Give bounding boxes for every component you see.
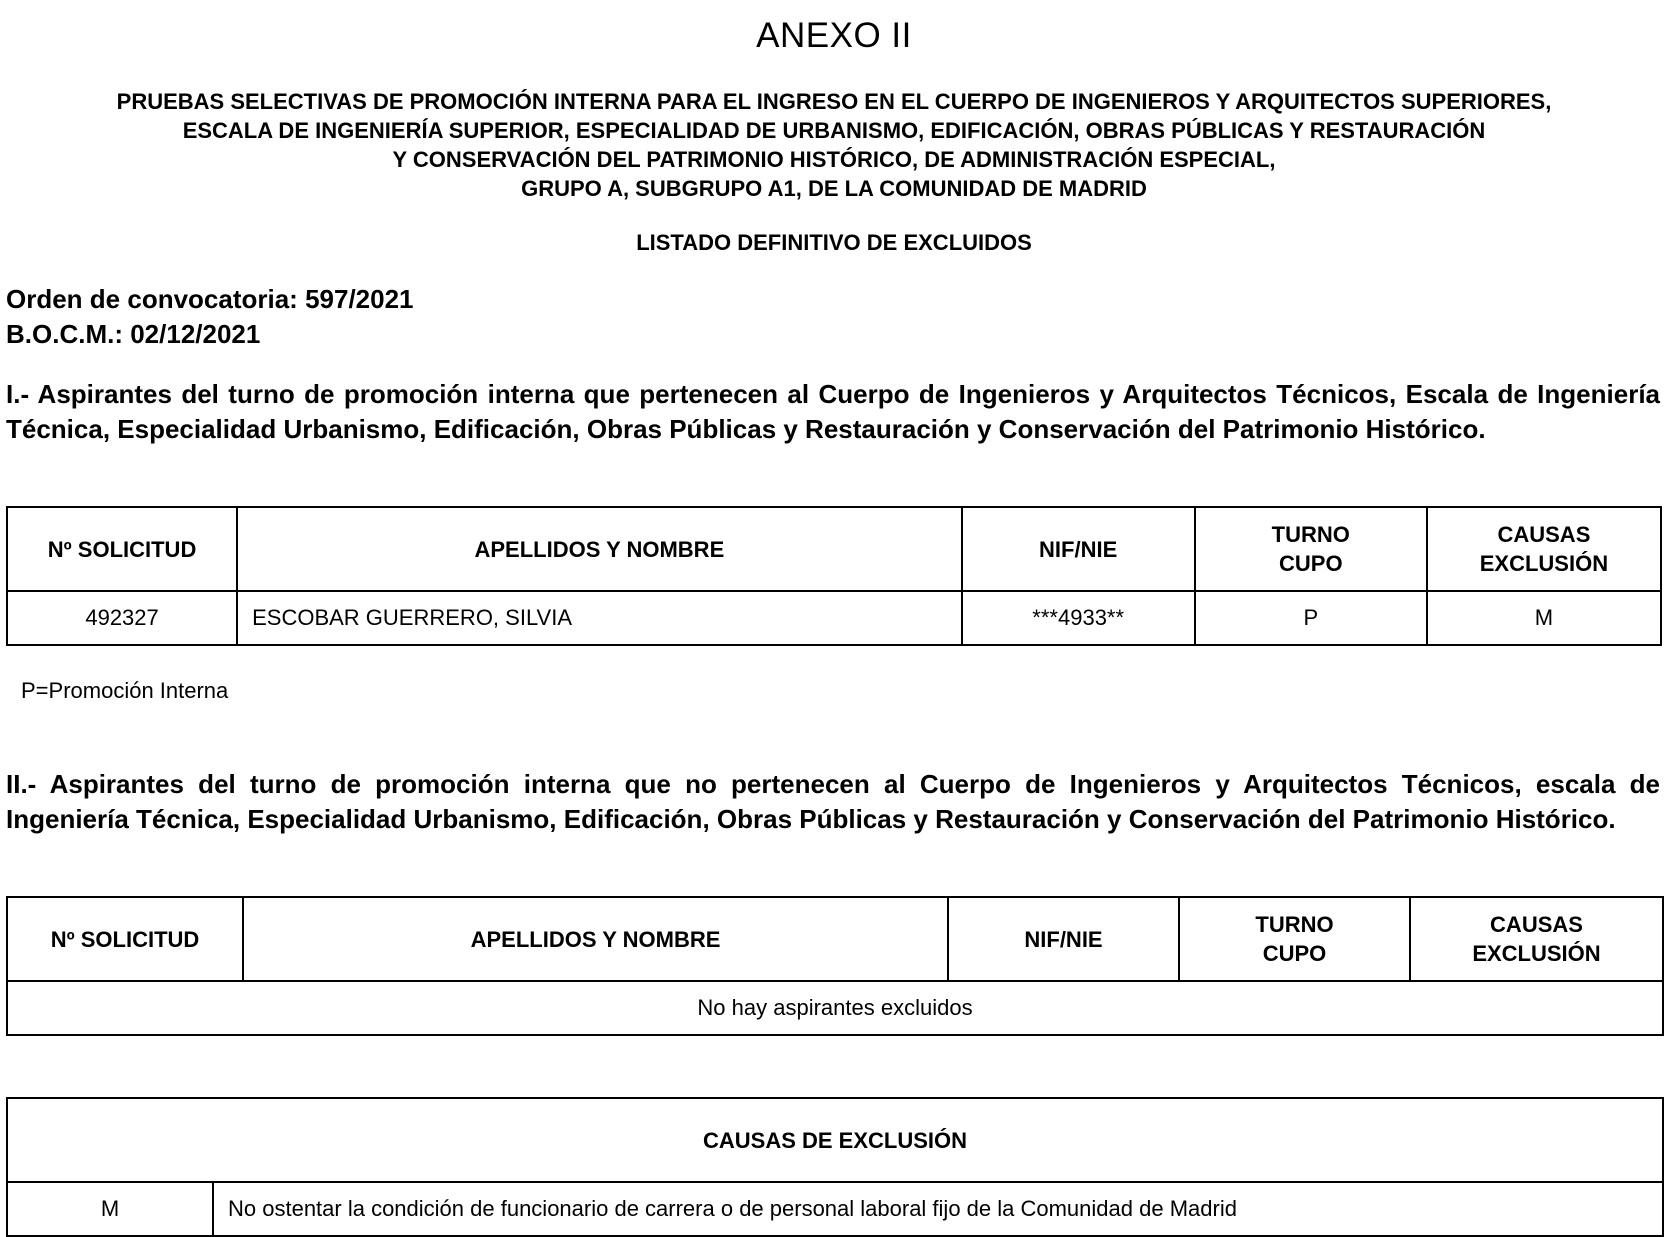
heading-line-1: PRUEBAS SELECTIVAS DE PROMOCIÓN INTERNA PARA EL INGRESO EN EL CUERPO DE INGENIEROS Y ARQUITECTOS SUPERIORES,	[116, 89, 1552, 114]
cell-turno: P	[1195, 591, 1427, 645]
header-solicitud: Nº SOLICITUD	[7, 897, 243, 981]
header-nombre: APELLIDOS Y NOMBRE	[237, 507, 962, 591]
turno-legend: P=Promoción Interna	[21, 678, 229, 703]
convocation-heading	[6, 87, 1662, 203]
cell-nif: ***4933**	[962, 591, 1195, 645]
order-line: Orden de convocatoria: 597/2021	[6, 284, 414, 314]
bocm-line: B.O.C.M.: 02/12/2021	[6, 319, 261, 349]
heading-line-4: GRUPO A, SUBGRUPO A1, DE LA COMUNIDAD DE MADRID	[521, 176, 1147, 201]
header-turno-line-2: CUPO	[1262, 941, 1327, 966]
table-header-row	[7, 897, 1663, 981]
table-row	[7, 981, 1663, 1035]
section-2-description: II.- Aspirantes del turno de promoción interna que no pertenecen al Cuerpo de Ingenieros y Arquitectos Técnicos, escala de Ingeniería Técnica, Especialidad Urbanismo, Edificación, Obras Públicas y Restauración y Conservación del Patrimonio Histórico.	[6, 769, 1660, 834]
table-row	[7, 591, 1661, 645]
header-nif: NIF/NIE	[948, 897, 1179, 981]
empty-message: No hay aspirantes excluidos	[7, 981, 1663, 1035]
header-causas	[1427, 507, 1661, 591]
cell-solicitud: 492327	[7, 591, 237, 645]
heading-line-2: ESCALA DE INGENIERÍA SUPERIOR, ESPECIALIDAD DE URBANISMO, EDIFICACIÓN, OBRAS PÚBLICAS Y RESTAURACIÓN	[182, 118, 1486, 143]
cause-description: No ostentar la condición de funcionario de carrera o de personal laboral fijo de la Comunidad de Madrid	[213, 1182, 1663, 1236]
table-header-row	[7, 1098, 1663, 1182]
list-title: LISTADO DEFINITIVO DE EXCLUIDOS	[636, 230, 1032, 255]
causes-title: CAUSAS DE EXCLUSIÓN	[7, 1098, 1663, 1182]
heading-line-3: Y CONSERVACIÓN DEL PATRIMONIO HISTÓRICO, DE ADMINISTRACIÓN ESPECIAL,	[392, 147, 1276, 172]
header-causas-line-1: CAUSAS	[1497, 522, 1591, 547]
header-causas-line-1: CAUSAS	[1490, 912, 1583, 937]
header-turno	[1195, 507, 1427, 591]
header-nombre: APELLIDOS Y NOMBRE	[243, 897, 948, 981]
cell-causa: M	[1427, 591, 1661, 645]
table-header-row	[7, 507, 1661, 591]
header-turno-line-2: CUPO	[1279, 551, 1343, 576]
header-turno-line-1: TURNO	[1271, 522, 1350, 547]
cell-nombre: ESCOBAR GUERRERO, SILVIA	[237, 591, 962, 645]
header-causas-line-2: EXCLUSIÓN	[1479, 551, 1609, 576]
order-info	[6, 282, 414, 352]
header-causas	[1410, 897, 1663, 981]
header-causas-line-2: EXCLUSIÓN	[1472, 941, 1601, 966]
header-solicitud: Nº SOLICITUD	[7, 507, 237, 591]
section-2-table	[6, 896, 1664, 1036]
header-turno	[1179, 897, 1410, 981]
header-turno-line-1: TURNO	[1255, 912, 1334, 937]
section-1-table	[6, 506, 1662, 646]
table-row	[7, 1182, 1663, 1236]
cause-code: M	[7, 1182, 213, 1236]
annex-title: ANEXO II	[756, 16, 912, 55]
section-1-description: I.- Aspirantes del turno de promoción interna que pertenecen al Cuerpo de Ingenieros y Arquitectos Técnicos, Escala de Ingeniería Técnica, Especialidad Urbanismo, Edificación, Obras Públicas y Restauración y Conservación del Patrimonio Histórico.	[6, 379, 1660, 444]
header-nif: NIF/NIE	[962, 507, 1195, 591]
exclusion-causes-table	[6, 1097, 1664, 1237]
